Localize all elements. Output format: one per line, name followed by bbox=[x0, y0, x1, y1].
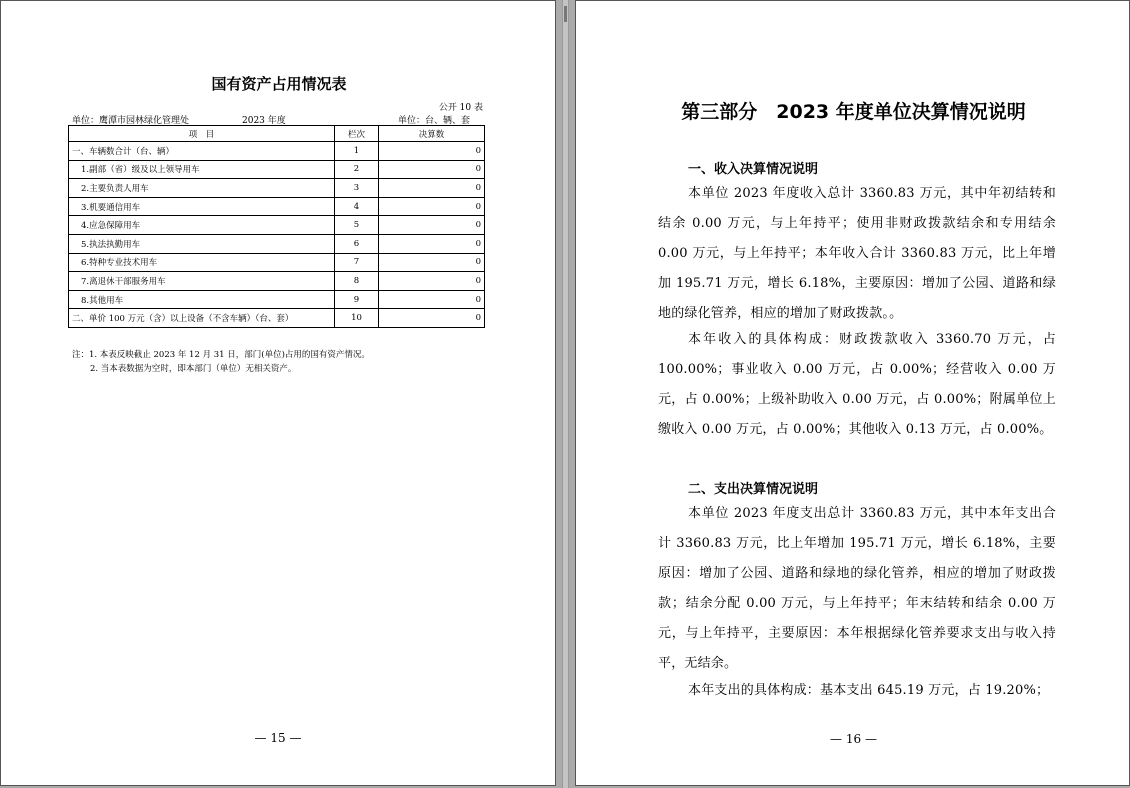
row-item: 4.应急保障用车 bbox=[69, 216, 335, 235]
row-value: 0 bbox=[379, 216, 485, 235]
income-paragraph-1: 本单位 2023 年度收入总计 3360.83 万元，其中年初结转和结余 0.00 万元，与上年持平；使用非财政拨款结余和专用结余 0.00 万元，与上年持平；本年收入合计 3360.83 万元，比上年增加 195.71 万元，增长 6.18%，主要原因：增加了公园、道路和绿地的绿化管养，相应的增加了财政拨款。。 bbox=[658, 186, 1056, 321]
unit-label: 单位：鹰潭市园林绿化管理处 bbox=[72, 116, 190, 126]
row-col: 2 bbox=[335, 160, 379, 179]
row-value: 0 bbox=[379, 290, 485, 309]
row-col: 6 bbox=[335, 234, 379, 253]
row-item: 一、车辆数合计（台、辆） bbox=[69, 142, 335, 161]
header-col: 栏次 bbox=[335, 126, 379, 142]
row-col: 10 bbox=[335, 309, 379, 328]
row-col: 8 bbox=[335, 272, 379, 291]
row-item: 6.特种专业技术用车 bbox=[69, 253, 335, 272]
row-item: 二、单价 100 万元（含）以上设备（不含车辆）（台、套） bbox=[69, 309, 335, 328]
row-value: 0 bbox=[379, 253, 485, 272]
header-value: 决算数 bbox=[379, 126, 485, 142]
page-divider-scrollbar[interactable] bbox=[562, 0, 569, 788]
table-row bbox=[69, 234, 485, 253]
table-header-row bbox=[69, 126, 485, 142]
note-1: 注：1. 本表反映截止 2023 年 12 月 31 日，部门(单位)占用的国有资产情况。 bbox=[72, 350, 370, 360]
page-number-right: — 16 — bbox=[830, 732, 877, 746]
table-row bbox=[69, 290, 485, 309]
row-col: 5 bbox=[335, 216, 379, 235]
row-item: 7.离退休干部服务用车 bbox=[69, 272, 335, 291]
row-value: 0 bbox=[379, 160, 485, 179]
section-heading-income: 一、收入决算情况说明 bbox=[688, 162, 819, 177]
expenditure-paragraph-1: 本单位 2023 年度支出总计 3360.83 万元，其中本年支出合计 3360.83 万元，比上年增加 195.71 万元，增长 6.18%，主要原因：增加了公园、道路和绿地的绿化管养，相应的增加了财政拨款；结余分配 0.00 万元，与上年持平；年末结转和结余 0.00 万元，与上年持平，主要原因：本年根据绿化管养要求支出与收入持平，无结余。 bbox=[658, 506, 1056, 671]
row-col: 3 bbox=[335, 179, 379, 198]
part-title: 第三部分 2023 年度单位决算情况说明 bbox=[681, 101, 1026, 123]
table-row bbox=[69, 160, 485, 179]
note-2: 2. 当本表数据为空时，即本部门（单位）无相关资产。 bbox=[90, 364, 297, 374]
page-number-left: — 15 — bbox=[254, 731, 302, 745]
table-notes bbox=[72, 348, 370, 376]
table-row bbox=[69, 197, 485, 216]
assets-table bbox=[68, 125, 485, 328]
header-item: 项 目 bbox=[69, 126, 335, 142]
table-row bbox=[69, 216, 485, 235]
row-col: 7 bbox=[335, 253, 379, 272]
row-col: 4 bbox=[335, 197, 379, 216]
row-item: 1.副部（省）级及以上领导用车 bbox=[69, 160, 335, 179]
row-value: 0 bbox=[379, 179, 485, 198]
units-label: 单位：台、辆、套 bbox=[398, 116, 471, 126]
table-row bbox=[69, 309, 485, 328]
table-row bbox=[69, 142, 485, 161]
income-paragraph-2: 本年收入的具体构成：财政拨款收入 3360.70 万元，占 100.00%；事业收入 0.00 万元，占 0.00%；经营收入 0.00 万元，占 0.00%；上级补助收入 0.00 万元，占 0.00%；附属单位上缴收入 0.00 万元，占 0.00%；其他收入 0.13 万元，占 0.00%。 bbox=[658, 332, 1056, 437]
row-item: 2.主要负责人用车 bbox=[69, 179, 335, 198]
table-row bbox=[69, 179, 485, 198]
row-value: 0 bbox=[379, 309, 485, 328]
table-title: 国有资产占用情况表 bbox=[211, 75, 347, 93]
row-col: 1 bbox=[335, 142, 379, 161]
row-col: 9 bbox=[335, 290, 379, 309]
year-label: 2023 年度 bbox=[242, 116, 286, 126]
table-code: 公开 10 表 bbox=[438, 103, 483, 113]
scrollbar-thumb[interactable] bbox=[564, 6, 567, 22]
row-value: 0 bbox=[379, 234, 485, 253]
table-row bbox=[69, 253, 485, 272]
row-value: 0 bbox=[379, 142, 485, 161]
table-row bbox=[69, 272, 485, 291]
row-value: 0 bbox=[379, 272, 485, 291]
row-item: 8.其他用车 bbox=[69, 290, 335, 309]
row-item: 5.执法执勤用车 bbox=[69, 234, 335, 253]
row-item: 3.机要通信用车 bbox=[69, 197, 335, 216]
row-value: 0 bbox=[379, 197, 485, 216]
expenditure-paragraph-2: 本年支出的具体构成：基本支出 645.19 万元，占 19.20%； bbox=[688, 683, 1050, 698]
section-heading-expenditure: 二、支出决算情况说明 bbox=[688, 482, 819, 497]
